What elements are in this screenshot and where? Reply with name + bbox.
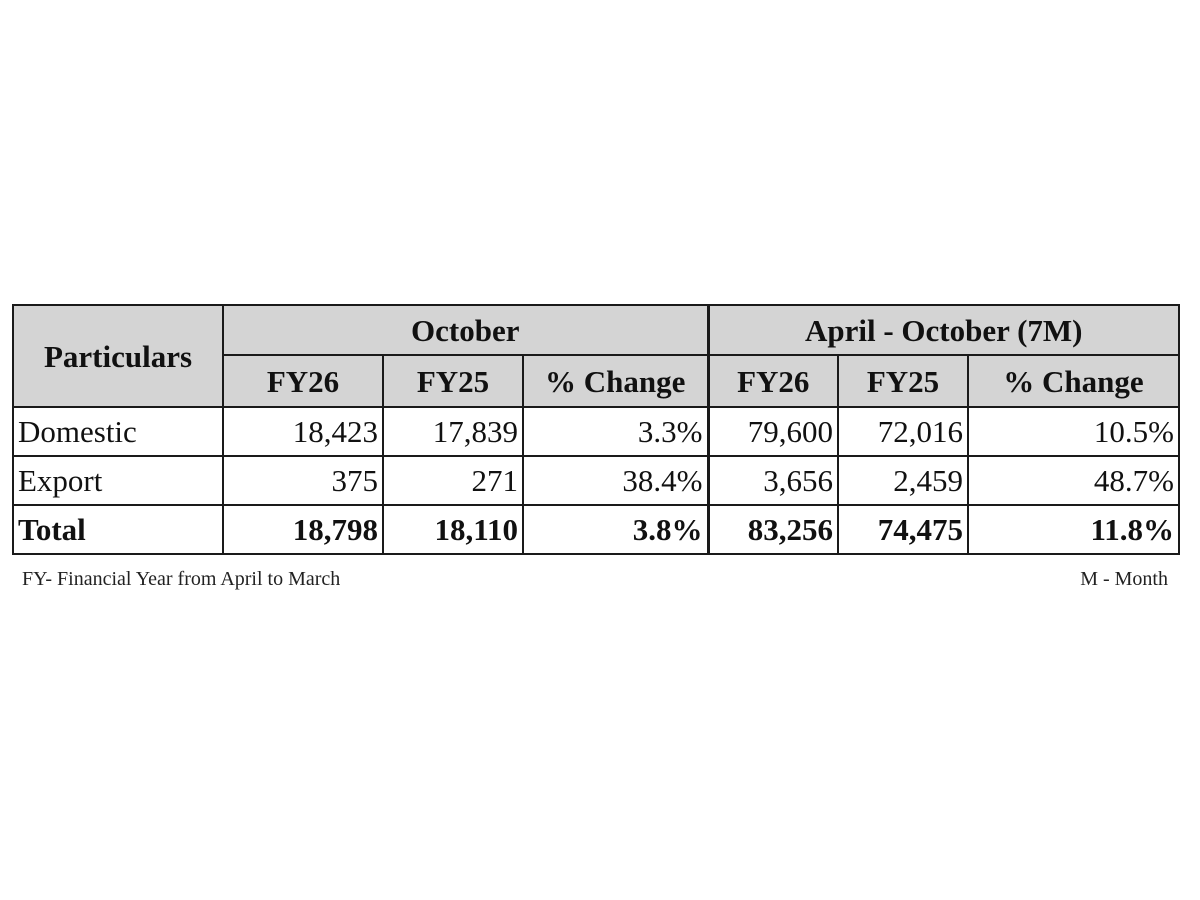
cell-oct-change: 3.8% [523, 505, 708, 554]
table-row-export [13, 456, 1179, 505]
row-label: Total [13, 505, 223, 554]
header-oct-fy26: FY26 [223, 355, 383, 407]
header-particulars: Particulars [13, 305, 223, 407]
header-ytd-change: % Change [968, 355, 1179, 407]
cell-ytd-change: 11.8% [968, 505, 1179, 554]
cell-oct-fy26: 375 [223, 456, 383, 505]
footnote-fy: FY- Financial Year from April to March [22, 568, 341, 590]
table-row-domestic [13, 407, 1179, 456]
row-label: Domestic [13, 407, 223, 456]
row-label: Export [13, 456, 223, 505]
header-row-groups [13, 305, 1179, 355]
header-ytd-fy26: FY26 [708, 355, 838, 407]
table-row-total [13, 505, 1179, 554]
header-group-ytd: April - October (7M) [708, 305, 1179, 355]
cell-oct-fy25: 17,839 [383, 407, 523, 456]
header-group-october: October [223, 305, 708, 355]
cell-ytd-fy26: 79,600 [708, 407, 838, 456]
cell-ytd-change: 10.5% [968, 407, 1179, 456]
header-oct-fy25: FY25 [383, 355, 523, 407]
cell-oct-fy26: 18,423 [223, 407, 383, 456]
cell-ytd-fy26: 83,256 [708, 505, 838, 554]
cell-ytd-change: 48.7% [968, 456, 1179, 505]
cell-ytd-fy25: 2,459 [838, 456, 968, 505]
cell-oct-fy25: 18,110 [383, 505, 523, 554]
sales-table [12, 304, 1180, 555]
header-oct-change: % Change [523, 355, 708, 407]
header-ytd-fy25: FY25 [838, 355, 968, 407]
footnote-month: M - Month [1080, 568, 1168, 590]
cell-ytd-fy25: 74,475 [838, 505, 968, 554]
table-header [13, 305, 1179, 407]
cell-ytd-fy26: 3,656 [708, 456, 838, 505]
table-body [13, 407, 1179, 554]
cell-oct-change: 38.4% [523, 456, 708, 505]
cell-oct-fy25: 271 [383, 456, 523, 505]
cell-oct-change: 3.3% [523, 407, 708, 456]
sales-table-container [12, 304, 1178, 555]
cell-ytd-fy25: 72,016 [838, 407, 968, 456]
cell-oct-fy26: 18,798 [223, 505, 383, 554]
